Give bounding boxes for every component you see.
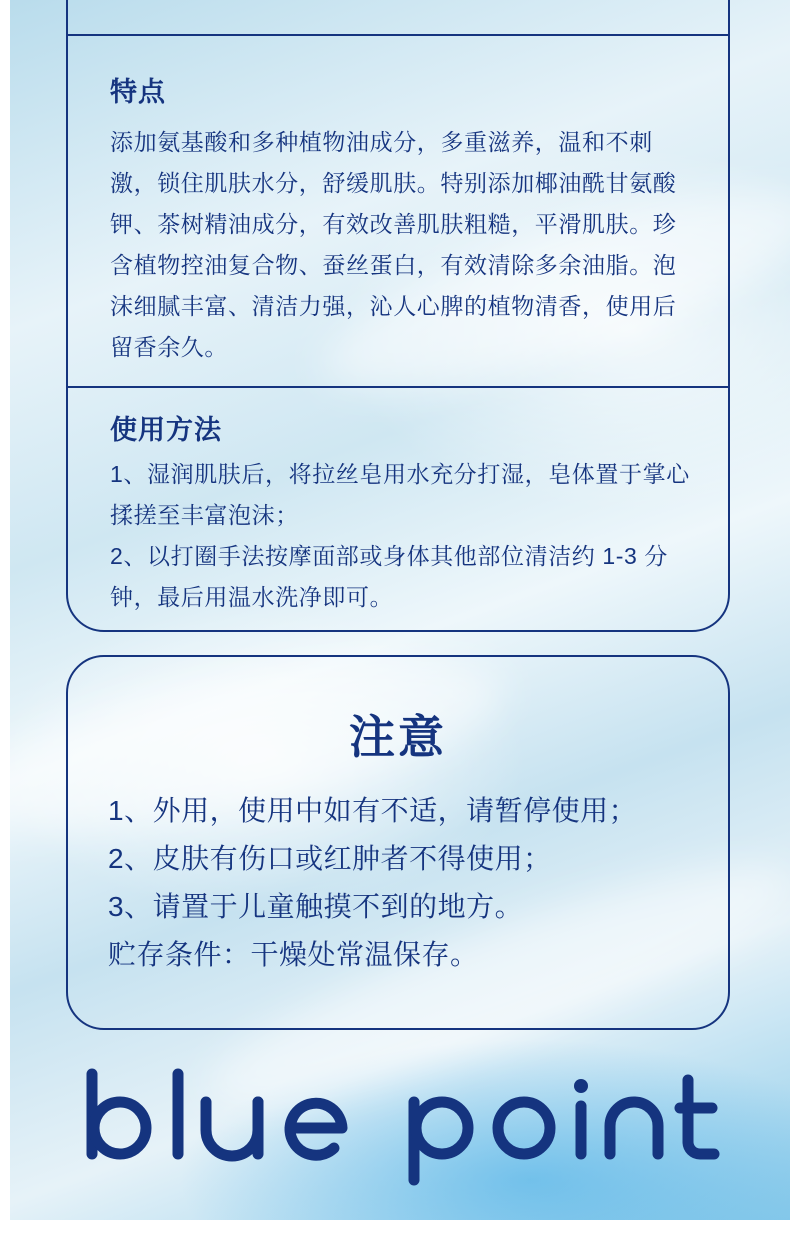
features-heading: 特点: [110, 77, 166, 107]
notice-item: 2、皮肤有伤口或红肿者不得使用；: [108, 843, 552, 874]
notice-panel: [66, 655, 730, 1030]
notice-item: 3、请置于儿童触摸不到的地方。: [108, 891, 524, 922]
product-info-panel: [66, 0, 730, 632]
blue-point-logo: [84, 1062, 724, 1192]
divider-top: [68, 34, 728, 36]
background-canvas: [10, 0, 790, 1220]
storage-conditions: 贮存条件：干燥处常温保存。: [108, 939, 479, 970]
divider-middle: [68, 386, 728, 388]
notice-title: 注意: [349, 711, 447, 763]
notice-list: [108, 787, 637, 931]
usage-step-1: 1、湿润肌肤后，将拉丝皂用水充分打湿，皂体置于掌心揉搓至丰富泡沫；: [110, 461, 690, 528]
notice-item: 1、外用，使用中如有不适，请暂停使用；: [108, 795, 638, 826]
usage-heading: 使用方法: [110, 415, 222, 445]
features-text: 添加氨基酸和多种植物油成分，多重滋养，温和不刺激，锁住肌肤水分，舒缓肌肤。特别添加椰油酰甘氨酸钾、茶树精油成分，有效改善肌肤粗糙，平滑肌肤。珍含植物控油复合物、蚕丝蛋白，有效清除多余油脂。泡沫细腻丰富、清洁力强，沁人心脾的植物清香，使用后留香余久。: [110, 129, 677, 360]
usage-step-2: 2、以打圈手法按摩面部或身体其他部位清洁约 1-3 分钟，最后用温水洗净即可。: [110, 543, 669, 610]
